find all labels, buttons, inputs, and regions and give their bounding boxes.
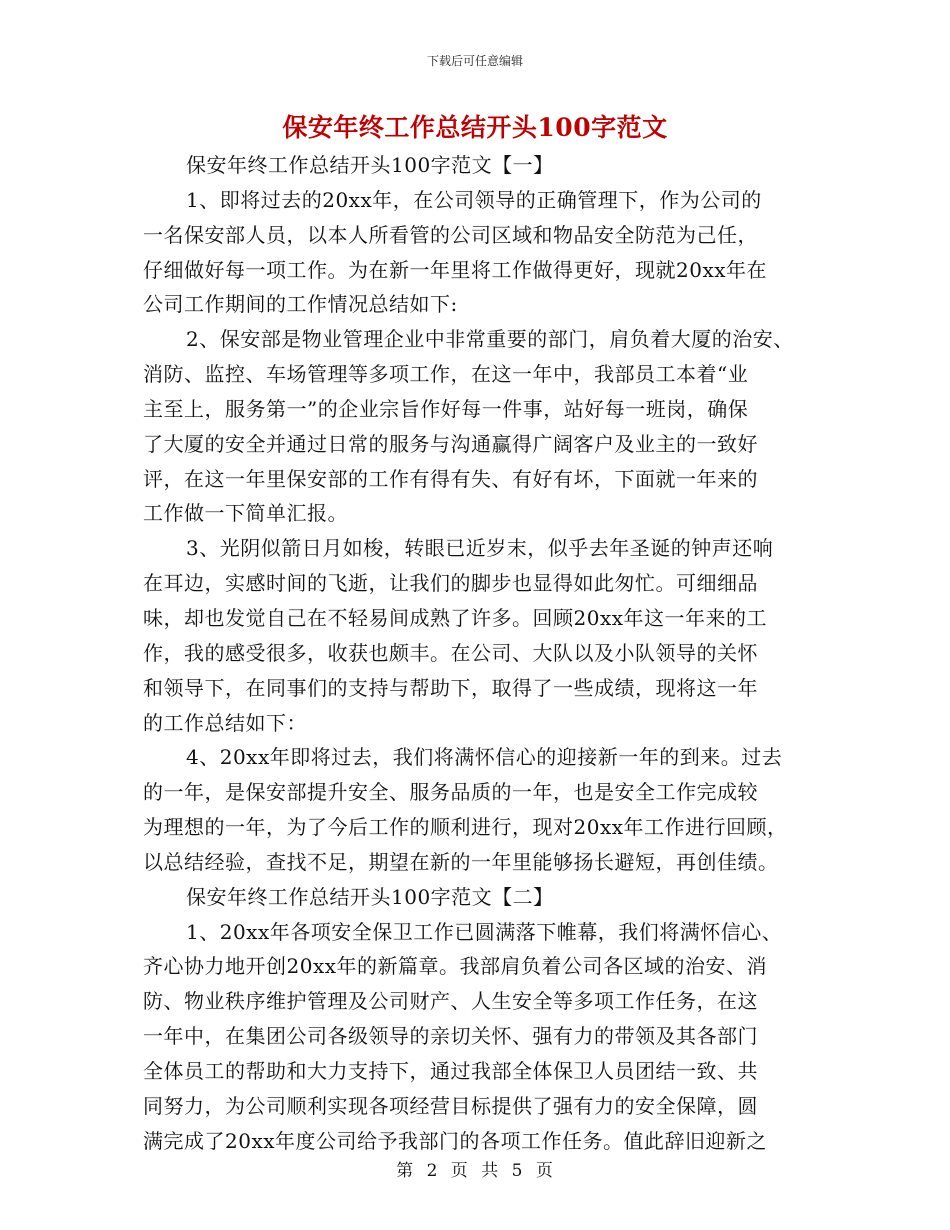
text-line: 的一年，是保安部提升安全、服务品质的一年，也是安全工作完成较 [143, 780, 758, 805]
text-line: 为理想的一年，为了今后工作的顺利进行，现对20xx年工作进行回顾， [143, 815, 788, 840]
text-line: 的工作总结如下： [143, 710, 307, 735]
text-line: 和领导下，在同事们的支持与帮助下，取得了一些成绩，现将这一年 [143, 675, 758, 700]
text-line: 在耳边，实感时间的飞逝，让我们的脚步也显得如此匆忙。可细细品 [143, 571, 758, 596]
text-line: 评，在这一年里保安部的工作有得有失、有好有坏，下面就一年来的 [143, 466, 758, 491]
text-line: 一年中，在集团公司各级领导的亲切关怀、强有力的带领及其各部门 [143, 1024, 758, 1049]
text-line: 3、光阴似箭日月如梭，转眼已近岁末，似乎去年圣诞的钟声还响 [186, 536, 774, 561]
text-line: 一名保安部人员，以本人所看管的公司区域和物品安全防范为己任， [143, 222, 758, 247]
text-line: 消防、监控、车场管理等多项工作，在这一年中，我部员工本着“业 [143, 362, 749, 387]
text-line: 保安年终工作总结开头100字范文【一】 [186, 153, 554, 177]
text-line: 味，却也发觉自己在不轻易间成熟了许多。回顾20xx年这一年来的工 [143, 605, 768, 630]
text-line: 全体员工的帮助和大力支持下，通过我部全体保卫人员团结一致、共 [143, 1058, 758, 1083]
text-line: 防、物业秩序维护管理及公司财产、人生安全等多项工作任务，在这 [143, 989, 758, 1014]
text-line: 作，我的感受很多，收获也颇丰。在公司、大队以及小队领导的关怀 [143, 640, 758, 665]
text-line: 满完成了20xx年度公司给予我部门的各项工作任务。值此辞旧迎新之 [143, 1128, 768, 1153]
text-line: 4、20xx年即将过去，我们将满怀信心的迎接新一年的到来。过去 [186, 745, 783, 770]
text-line: 公司工作期间的工作情况总结如下: [143, 292, 458, 317]
text-line: 同努力，为公司顺利实现各项经营目标提供了强有力的安全保障，圆 [143, 1093, 758, 1118]
text-line: 1、即将过去的20xx年，在公司领导的正确管理下，作为公司的 [186, 187, 762, 212]
text-line: 了大厦的安全并通过日常的服务与沟通赢得广阔客户及业主的一致好 [143, 431, 758, 456]
text-line: 2、保安部是物业管理企业中非常重要的部门，肩负着大厦的治安、 [186, 327, 794, 352]
text-line: 齐心协力地开创20xx年的新篇章。我部肩负着公司各区域的治安、消 [143, 954, 768, 979]
text-line: 主至上，服务第一”的企业宗旨作好每一件事，站好每一班岗，确保 [143, 396, 749, 421]
text-line: 1、20xx年各项安全保卫工作已圆满落下帷幕，我们将满怀信心、 [186, 919, 783, 944]
page-footer: 第 2 页 共 5 页 [396, 1161, 554, 1181]
page-header: 下载后可任意编辑 [426, 54, 523, 68]
text-line: 以总结经验，查找不足，期望在新的一年里能够扬长避短，再创佳绩。 [143, 849, 779, 874]
text-line: 仔细做好每一项工作。为在新一年里将工作做得更好，现就20xx年在 [143, 257, 768, 282]
text-line: 工作做一下简单汇报。 [143, 501, 348, 526]
document-body [143, 148, 805, 1158]
text-line: 保安年终工作总结开头100字范文【二】 [186, 884, 554, 909]
document-title: 保安年终工作总结开头100字范文 [282, 113, 668, 142]
